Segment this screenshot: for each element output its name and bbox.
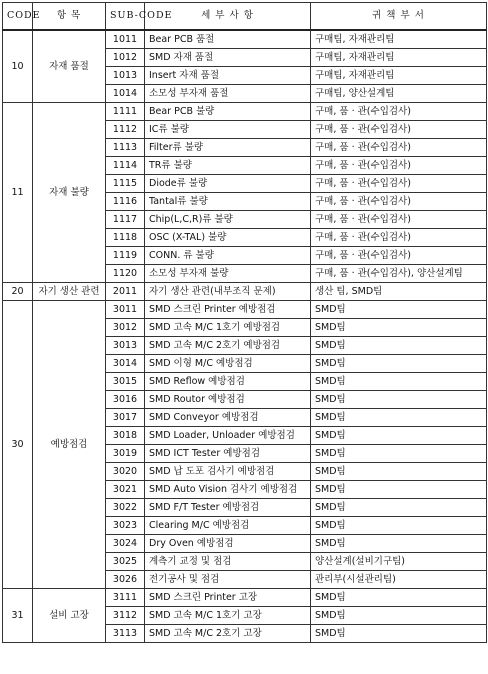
subcode-cell: 3012 [106,319,145,337]
table-row [3,30,487,49]
description-cell: Bear PCB 품절 [145,30,311,49]
description-cell: 전기공사 및 점검 [145,571,311,589]
description-cell: SMD Loader, Unloader 예방점검 [145,427,311,445]
header-department: 귀 책 부 서 [311,3,487,31]
description-cell: 소모성 부자재 품절 [145,85,311,103]
subcode-cell: 1115 [106,175,145,193]
department-cell: 구매, 품 · 관(수입검사) [311,193,487,211]
description-cell: SMD Conveyor 예방점검 [145,409,311,427]
description-cell: Diode류 불량 [145,175,311,193]
subcode-cell: 1116 [106,193,145,211]
department-cell: 구매, 품 · 관(수입검사) [311,139,487,157]
description-cell: OSC (X-TAL) 불량 [145,229,311,247]
department-cell: 구매팀, 자재관리팀 [311,49,487,67]
subcode-cell: 3017 [106,409,145,427]
table-row [3,103,487,121]
subcode-cell: 3111 [106,589,145,607]
description-cell: SMD Auto Vision 검사기 예방점검 [145,481,311,499]
downtime-code-table [2,2,487,643]
group-code-cell: 31 [3,589,33,643]
description-cell: SMD 자재 품절 [145,49,311,67]
subcode-cell: 1118 [106,229,145,247]
description-cell: SMD ICT Tester 예방점검 [145,445,311,463]
department-cell: SMD팀 [311,535,487,553]
department-cell: SMD팀 [311,445,487,463]
description-cell: TR류 불량 [145,157,311,175]
department-cell: 구매, 품 · 관(수입검사) [311,121,487,139]
description-cell: SMD F/T Tester 예방점검 [145,499,311,517]
department-cell: SMD팀 [311,463,487,481]
group-code-cell: 20 [3,283,33,301]
subcode-cell: 1011 [106,30,145,49]
group-code-cell: 11 [3,103,33,283]
description-cell: SMD 납 도포 검사기 예방점검 [145,463,311,481]
subcode-cell: 2011 [106,283,145,301]
department-cell: SMD팀 [311,337,487,355]
department-cell: 관리부(시설관리팀) [311,571,487,589]
description-cell: SMD 스크린 Printer 고장 [145,589,311,607]
description-cell: Clearing M/C 예방점검 [145,517,311,535]
subcode-cell: 3021 [106,481,145,499]
description-cell: Dry Oven 예방점검 [145,535,311,553]
department-cell: 구매팀, 자재관리팀 [311,30,487,49]
description-cell: SMD Reflow 예방점검 [145,373,311,391]
subcode-cell: 1012 [106,49,145,67]
department-cell: 구매, 품 · 관(수입검사) [311,175,487,193]
department-cell: SMD팀 [311,625,487,643]
department-cell: SMD팀 [311,499,487,517]
group-item-cell: 자기 생산 관련 [33,283,106,301]
group-item-cell: 설비 고장 [33,589,106,643]
department-cell: 구매팀, 양산설계팀 [311,85,487,103]
department-cell: SMD팀 [311,319,487,337]
subcode-cell: 3113 [106,625,145,643]
description-cell: Tantal류 불량 [145,193,311,211]
subcode-cell: 1114 [106,157,145,175]
table-row [3,283,487,301]
subcode-cell: 3013 [106,337,145,355]
subcode-cell: 3015 [106,373,145,391]
description-cell: IC류 불량 [145,121,311,139]
subcode-cell: 3112 [106,607,145,625]
description-cell: 소모성 부자재 불량 [145,265,311,283]
department-cell: 구매, 품 · 관(수입검사) [311,247,487,265]
subcode-cell: 1119 [106,247,145,265]
subcode-cell: 3023 [106,517,145,535]
subcode-cell: 1111 [106,103,145,121]
subcode-cell: 3020 [106,463,145,481]
department-cell: 양산설계(설비기구팀) [311,553,487,571]
header-subcode: SUB-CODE [106,3,145,31]
header-item: 항 목 [33,3,106,31]
description-cell: SMD 이형 M/C 예방점검 [145,355,311,373]
description-cell: SMD Routor 예방점검 [145,391,311,409]
subcode-cell: 3011 [106,301,145,319]
group-code-cell: 10 [3,30,33,103]
department-cell: SMD팀 [311,607,487,625]
header-description: 세 부 사 항 [145,3,311,31]
subcode-cell: 3025 [106,553,145,571]
subcode-cell: 1013 [106,67,145,85]
department-cell: SMD팀 [311,355,487,373]
description-cell: SMD 스크린 Printer 예방점검 [145,301,311,319]
description-cell: Bear PCB 불량 [145,103,311,121]
subcode-cell: 1120 [106,265,145,283]
description-cell: Filter류 불량 [145,139,311,157]
description-cell: SMD 고속 M/C 2호기 고장 [145,625,311,643]
department-cell: SMD팀 [311,373,487,391]
department-cell: SMD팀 [311,301,487,319]
group-item-cell: 자재 품절 [33,30,106,103]
subcode-cell: 3022 [106,499,145,517]
subcode-cell: 1112 [106,121,145,139]
department-cell: 구매, 품 · 관(수입검사) [311,211,487,229]
header-code: CODE [3,3,33,31]
department-cell: SMD팀 [311,391,487,409]
description-cell: 자기 생산 관련(내부조직 문제) [145,283,311,301]
department-cell: SMD팀 [311,481,487,499]
subcode-cell: 3016 [106,391,145,409]
department-cell: SMD팀 [311,409,487,427]
subcode-cell: 3019 [106,445,145,463]
subcode-cell: 3024 [106,535,145,553]
department-cell: 생산 팀, SMD팀 [311,283,487,301]
subcode-cell: 1014 [106,85,145,103]
department-cell: 구매, 품 · 관(수입검사) [311,157,487,175]
department-cell: 구매, 품 · 관(수입검사) [311,103,487,121]
subcode-cell: 3018 [106,427,145,445]
group-item-cell: 자재 불량 [33,103,106,283]
department-cell: 구매, 품 · 관(수입검사), 양산설계팀 [311,265,487,283]
table-row [3,301,487,319]
department-cell: 구매, 품 · 관(수입검사) [311,229,487,247]
subcode-cell: 3026 [106,571,145,589]
description-cell: CONN. 류 불량 [145,247,311,265]
group-code-cell: 30 [3,301,33,589]
description-cell: SMD 고속 M/C 2호기 예방점검 [145,337,311,355]
description-cell: Insert 자재 품절 [145,67,311,85]
department-cell: SMD팀 [311,427,487,445]
description-cell: SMD 고속 M/C 1호기 예방점검 [145,319,311,337]
subcode-cell: 3014 [106,355,145,373]
description-cell: SMD 고속 M/C 1호기 고장 [145,607,311,625]
header-row [3,3,487,31]
group-item-cell: 예방점검 [33,301,106,589]
description-cell: Chip(L,C,R)류 불량 [145,211,311,229]
department-cell: 구매팀, 자재관리팀 [311,67,487,85]
table-row [3,589,487,607]
table-body [3,30,487,643]
department-cell: SMD팀 [311,517,487,535]
description-cell: 계측기 교정 및 점검 [145,553,311,571]
subcode-cell: 1117 [106,211,145,229]
department-cell: SMD팀 [311,589,487,607]
subcode-cell: 1113 [106,139,145,157]
